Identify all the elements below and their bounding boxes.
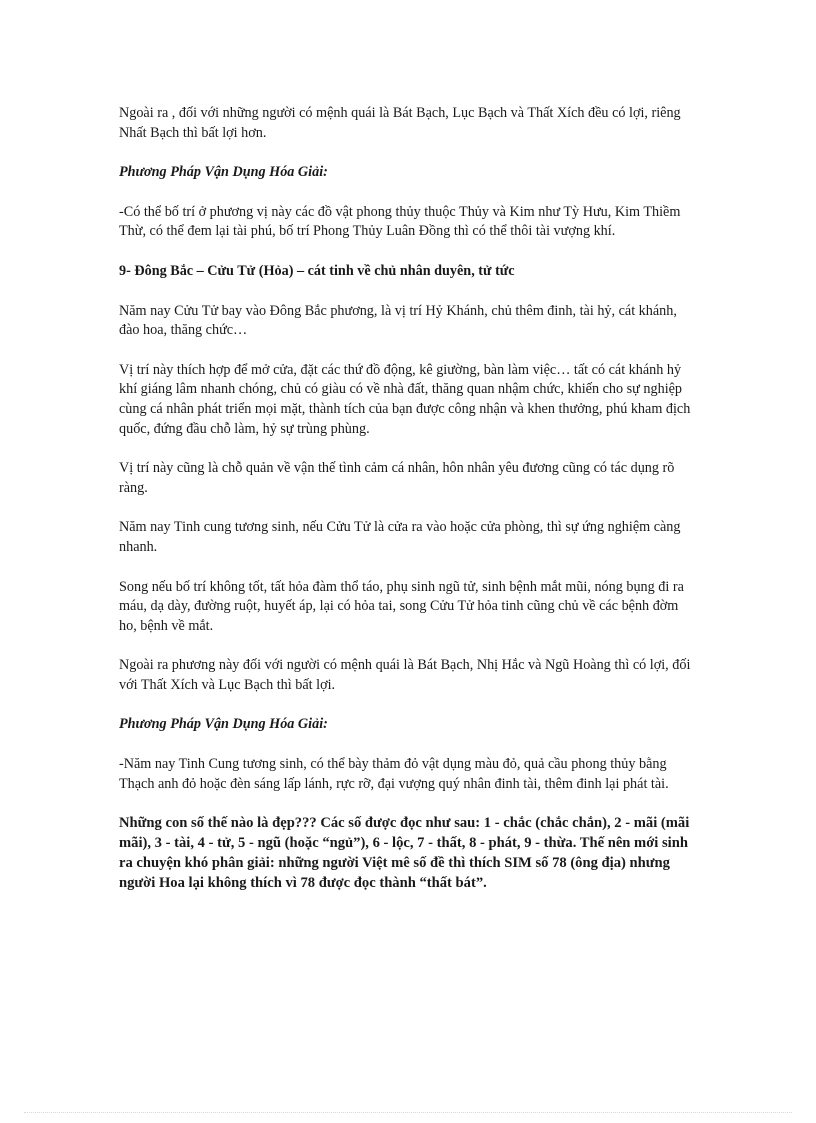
paragraph-menh-quai-loi: Ngoài ra phương này đối với người có mệnh quái là Bát Bạch, Nhị Hắc và Ngũ Hoàng thì có lợi, đối với Thất Xích và Lục Bạch thì bất lợi. xyxy=(119,657,691,693)
heading-hoa-giai-1: Phương Pháp Vận Dụng Hóa Giải: xyxy=(119,164,328,181)
paragraph-bo-tri-thuy-kim: -Có thể bố trí ở phương vị này các đồ vật phong thủy thuộc Thủy và Kim như Tỳ Hưu, Kim Thiềm Thừ, có thể đem lại tài phú, bố trí Phong Thủy Luân Đồng thì có thể thôi tài vượng khí. xyxy=(119,203,681,240)
heading-dong-bac-cuu-tu: 9- Đông Bắc – Cửu Tử (Hỏa) – cát tinh về chủ nhân duyên, tử tức xyxy=(119,262,515,279)
paragraph-menh-quai-intro: Ngoài ra , đối với những người có mệnh quái là Bát Bạch, Lục Bạch và Thất Xích đều có lợi, riêng Nhất Bạch thì bất lợi hơn. xyxy=(119,105,681,141)
paragraph-con-so-dep: Những con số thế nào là đẹp??? Các số được đọc như sau: 1 - chắc (chắc chắn), 2 - mãi (mãi mãi), 3 - tài, 4 - tử, 5 - ngũ (hoặc “ngủ”), 6 - lộc, 7 - thất, 8 - phát, 9 - thừa. Thế nên mới sinh ra chuyện khó phân giải: những người Việt mê số đề thì thích SIM số 78 (ông địa) nhưng người Hoa lại không thích vì 78 được đọc thành “thất bát”. xyxy=(119,815,690,891)
paragraph-tinh-cung-tuong-sinh: Năm nay Tinh cung tương sinh, nếu Cửu Tử là cửa ra vào hoặc cửa phòng, thì sự ứng nghiệm càng nhanh. xyxy=(119,519,681,555)
paragraph-vi-tri-mo-cua: Vị trí này thích hợp để mở cửa, đặt các thứ đồ động, kê giường, bàn làm việc… tất có cát khánh hỷ khí giáng lâm nhanh chóng, chủ có giàu có về nhà đất, thăng quan nhậm chức, khiến cho sự nghiệp cùng cá nhân phát triển mọi mặt, thành tích của bạn được công nhận và khen thưởng, phú kham địch quốc, đứng đầu chỗ làm, hỷ sự trùng phùng. xyxy=(119,361,691,437)
paragraph-tham-do: -Năm nay Tinh Cung tương sinh, có thể bày thảm đỏ vật dụng màu đỏ, quả cầu phong thủy bằng Thạch anh đỏ hoặc đèn sáng lấp lánh, rực rỡ, đại vượng quý nhân đinh tài, thêm đinh lại phát tài. xyxy=(119,756,669,792)
paragraph-bo-tri-khong-tot: Song nếu bố trí không tốt, tất hỏa đàm thổ táo, phụ sinh ngũ tử, sinh bệnh mắt mũi, nóng bụng đi ra máu, dạ dày, đường ruột, huyết áp, lại có hỏa tai, song Cửu Tử hỏa tinh cũng chủ về các bệnh đờm ho, bệnh về mắt. xyxy=(119,578,684,634)
paragraph-cuu-tu-bay: Năm nay Cửu Tử bay vào Đông Bắc phương, là vị trí Hỷ Khánh, chủ thêm đinh, tài hỷ, cát khánh, đào hoa, thăng chức… xyxy=(119,302,677,339)
page-bottom-divider xyxy=(24,1112,792,1113)
heading-hoa-giai-2: Phương Pháp Vận Dụng Hóa Giải: xyxy=(119,716,328,733)
paragraph-van-the-tinh-cam: Vị trí này cũng là chỗ quản về vận thế tình cảm cá nhân, hôn nhân yêu đương cũng có tác dụng rõ ràng. xyxy=(119,460,675,496)
document-page xyxy=(119,104,695,893)
